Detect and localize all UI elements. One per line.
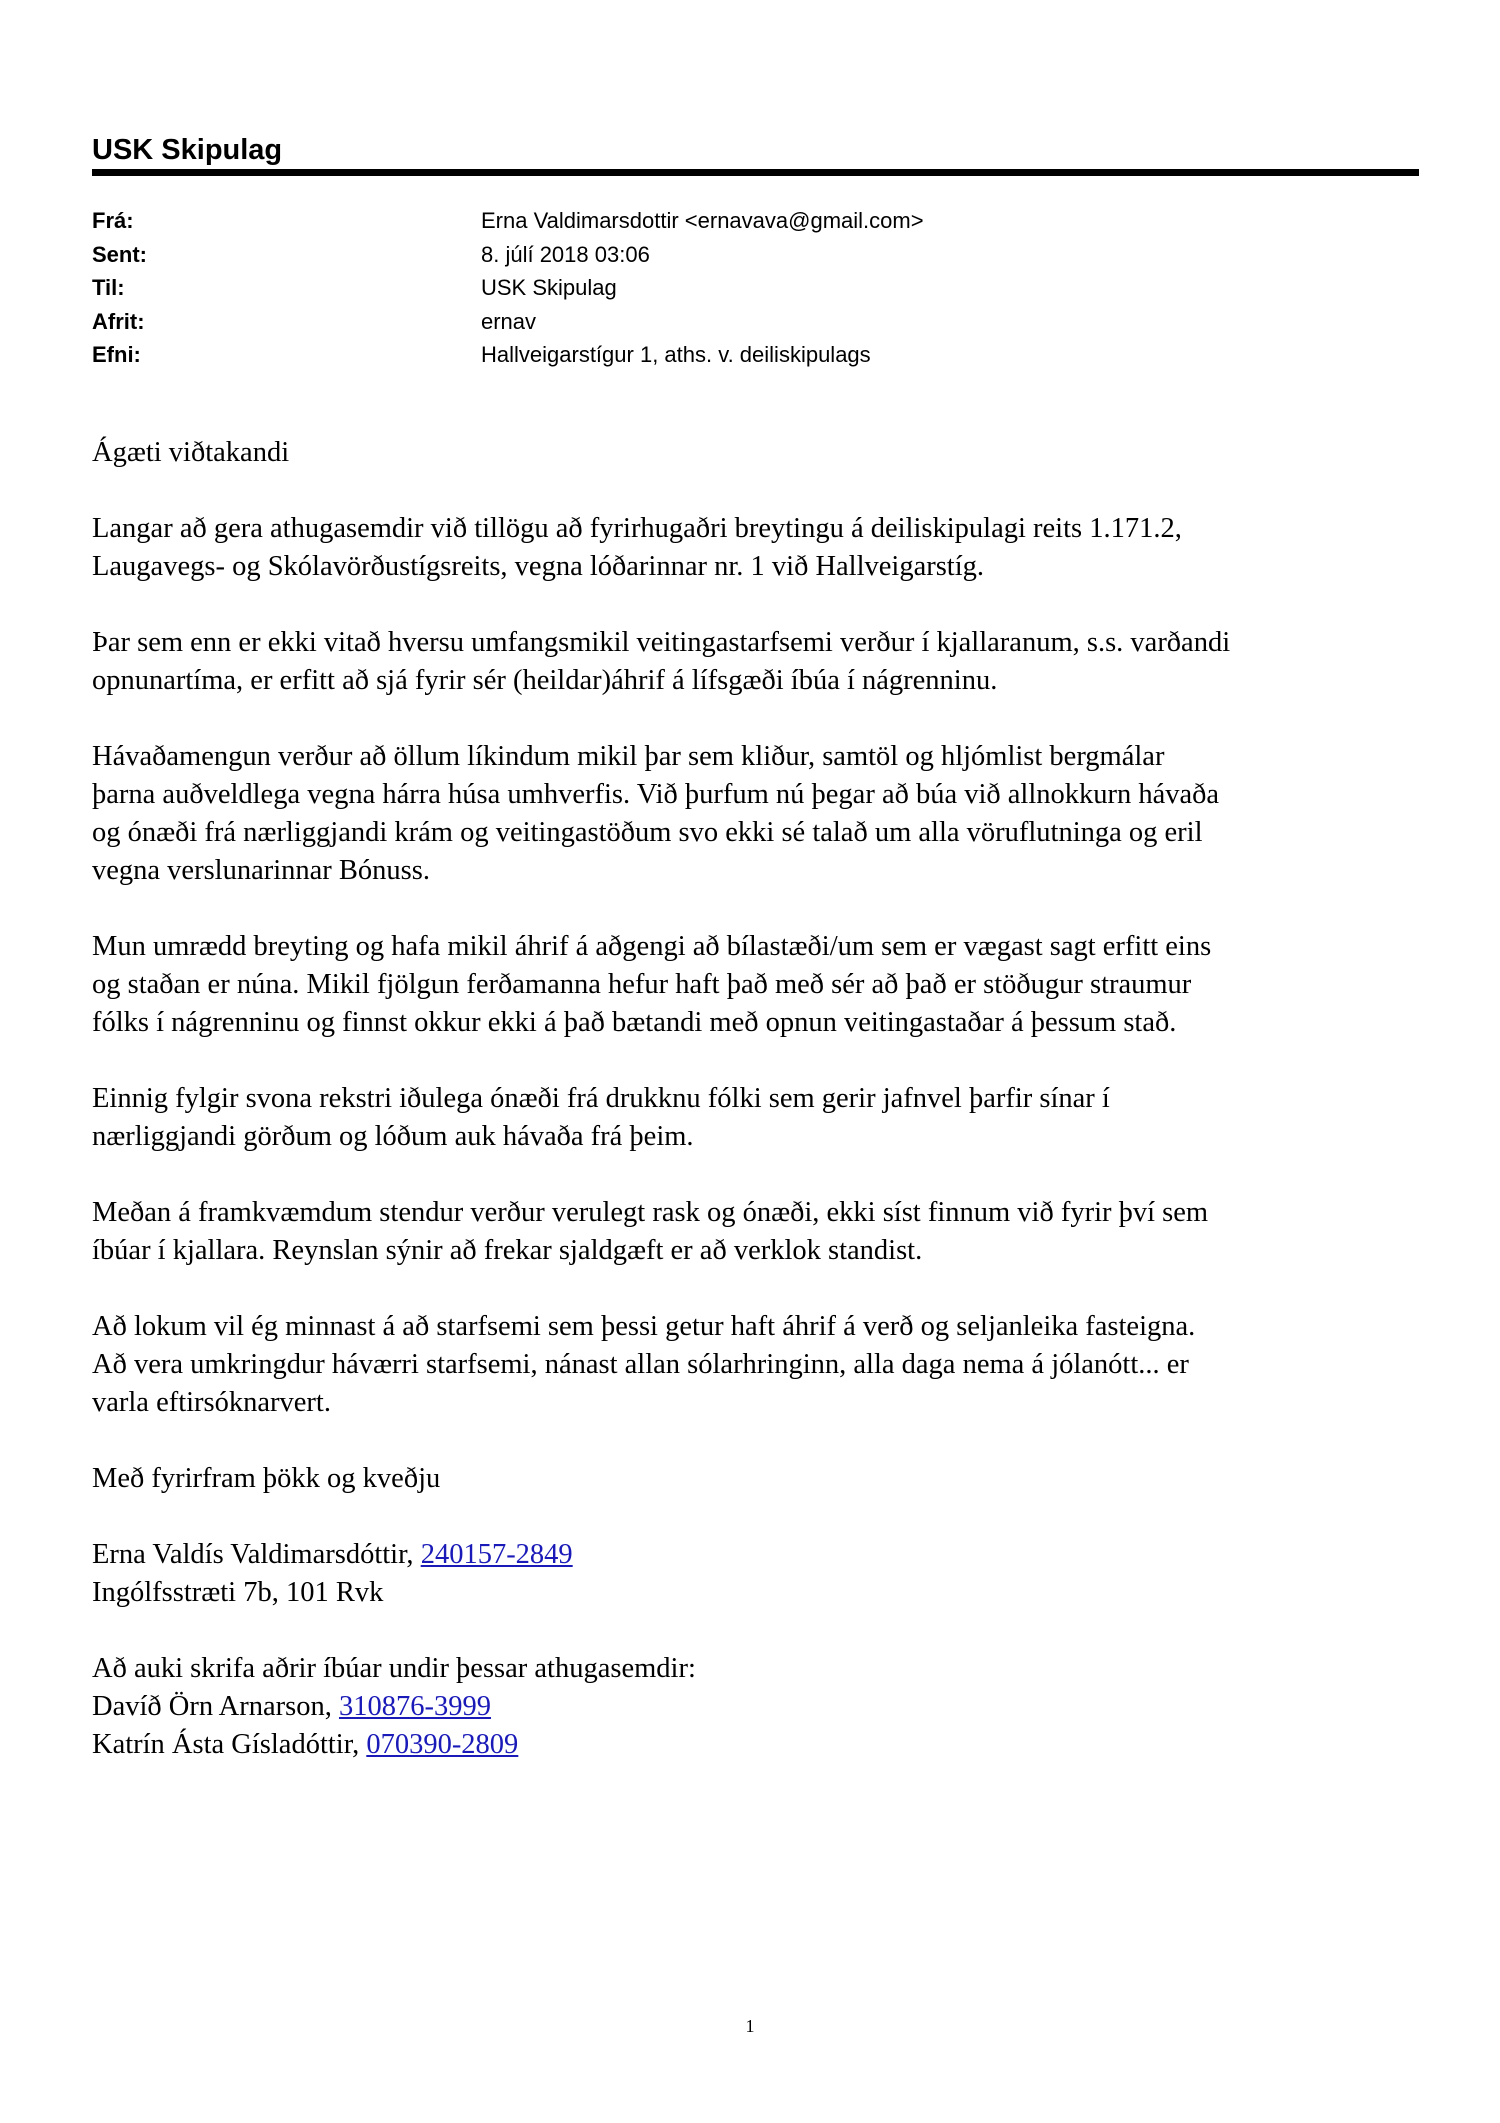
sender-signature (92, 1536, 1422, 1612)
cosigner-line (92, 1688, 1422, 1726)
closing-text: Með fyrirfram þökk og kveðju (92, 1463, 441, 1494)
header-value-to: USK Skipulag (481, 275, 617, 300)
paragraph-line: Að vera umkringdur háværri starfsemi, nánast allan sólarhringinn, alla daga nema á jólanótt... er (92, 1349, 1189, 1380)
email-header-block (92, 204, 1392, 372)
header-value-cc: ernav (481, 308, 537, 334)
header-row-subject (92, 338, 1392, 372)
paragraph-line: Þar sem enn er ekki vitað hversu umfangsmikil veitingastarfsemi verður í kjallaranum, s.s. varðandi (92, 627, 1231, 658)
greeting-text: Ágæti viðtakandi (92, 437, 290, 468)
paragraph-line: og ónæði frá nærliggjandi krám og veitingastöðum svo ekki sé talað um alla vöruflutninga og eril (92, 817, 1203, 848)
paragraph-line: Meðan á framkvæmdum stendur verður verulegt rask og ónæði, ekki síst finnum við fyrir því sem (92, 1197, 1209, 1228)
paragraph-line: vegna verslunarinnar Bónuss. (92, 855, 430, 886)
paragraph-line: og staðan er núna. Mikil fjölgun ferðamanna hefur haft það með sér að það er stöðugur straumur (92, 969, 1192, 1000)
header-row-from (92, 204, 1392, 238)
paragraph-5 (92, 1080, 1422, 1156)
sender-kennitala-link[interactable]: 240157-2849 (420, 1539, 573, 1570)
email-body (92, 434, 1422, 1802)
cosigners-intro: Að auki skrifa aðrir íbúar undir þessar athugasemdir: (92, 1653, 696, 1684)
cosigner-name: Davíð Örn Arnarson, (92, 1691, 339, 1722)
header-value-subject: Hallveigarstígur 1, aths. v. deiliskipulags (481, 342, 871, 367)
paragraph-2 (92, 624, 1422, 700)
header-label-sent: Sent: (92, 241, 147, 267)
header-label-from: Frá: (92, 208, 134, 233)
paragraph-1 (92, 510, 1422, 586)
header-label-subject: Efni: (92, 342, 141, 367)
header-label-cc: Afrit: (92, 308, 145, 334)
paragraph-line: Hávaðamengun verður að öllum líkindum mikil þar sem kliður, samtöl og hljómlist bergmálar (92, 741, 1165, 772)
mailbox-title: USK Skipulag (92, 134, 283, 166)
sender-name: Erna Valdís Valdimarsdóttir, (92, 1539, 421, 1570)
paragraph-line: þarna auðveldlega vegna hárra húsa umhverfis. Við þurfum nú þegar að búa við allnokkurn hávaða (92, 779, 1220, 810)
paragraph-4 (92, 928, 1422, 1042)
paragraph-line: Einnig fylgir svona rekstri iðulega ónæði frá drukknu fólki sem gerir jafnvel þarfir sínar í (92, 1083, 1110, 1114)
page-number: 1 (745, 2016, 755, 2036)
cosigner-line (92, 1726, 1422, 1764)
paragraph-line: opnunartíma, er erfitt að sjá fyrir sér (heildar)áhrif á lífsgæði íbúa í nágrenninu. (92, 665, 998, 696)
cosigners-block (92, 1650, 1422, 1764)
paragraph-line: Langar að gera athugasemdir við tillögu að fyrirhugaðri breytingu á deiliskipulagi reits 1.171.2, (92, 513, 1182, 544)
paragraph-line: Að lokum vil ég minnast á að starfsemi sem þessi getur haft áhrif á verð og seljanleika fasteigna. (92, 1311, 1196, 1342)
header-label-to: Til: (92, 275, 125, 300)
paragraph-7 (92, 1308, 1422, 1422)
sender-address: Ingólfsstræti 7b, 101 Rvk (92, 1577, 384, 1608)
header-value-from: Erna Valdimarsdottir <ernavava@gmail.com> (481, 208, 924, 233)
cosigner-name: Katrín Ásta Gísladóttir, (92, 1729, 367, 1760)
paragraph-line: varla eftirsóknarvert. (92, 1387, 331, 1418)
closing (92, 1460, 1422, 1498)
paragraph-3 (92, 738, 1422, 890)
paragraph-line: Laugavegs- og Skólavörðustígsreits, vegna lóðarinnar nr. 1 við Hallveigarstíg. (92, 551, 985, 582)
cosigner-kennitala-link[interactable]: 310876-3999 (338, 1691, 491, 1722)
paragraph-6 (92, 1194, 1422, 1270)
header-row-cc (92, 305, 1392, 339)
header-row-sent (92, 238, 1392, 272)
header-row-to (92, 271, 1392, 305)
paragraph-line: nærliggjandi görðum og lóðum auk hávaða frá þeim. (92, 1121, 694, 1152)
title-divider (92, 169, 1419, 176)
paragraph-line: fólks í nágrenninu og finnst okkur ekki á það bætandi með opnun veitingastaðar á þessum stað. (92, 1007, 1177, 1038)
sender-line (92, 1536, 1422, 1574)
greeting (92, 434, 1422, 472)
header-value-sent: 8. júlí 2018 03:06 (481, 241, 650, 267)
paragraph-line: íbúar í kjallara. Reynslan sýnir að frekar sjaldgæft er að verklok standist. (92, 1235, 923, 1266)
paragraph-line: Mun umrædd breyting og hafa mikil áhrif á aðgengi að bílastæði/um sem er vægast sagt erfitt eins (92, 931, 1212, 962)
cosigner-kennitala-link[interactable]: 070390-2809 (366, 1729, 519, 1760)
